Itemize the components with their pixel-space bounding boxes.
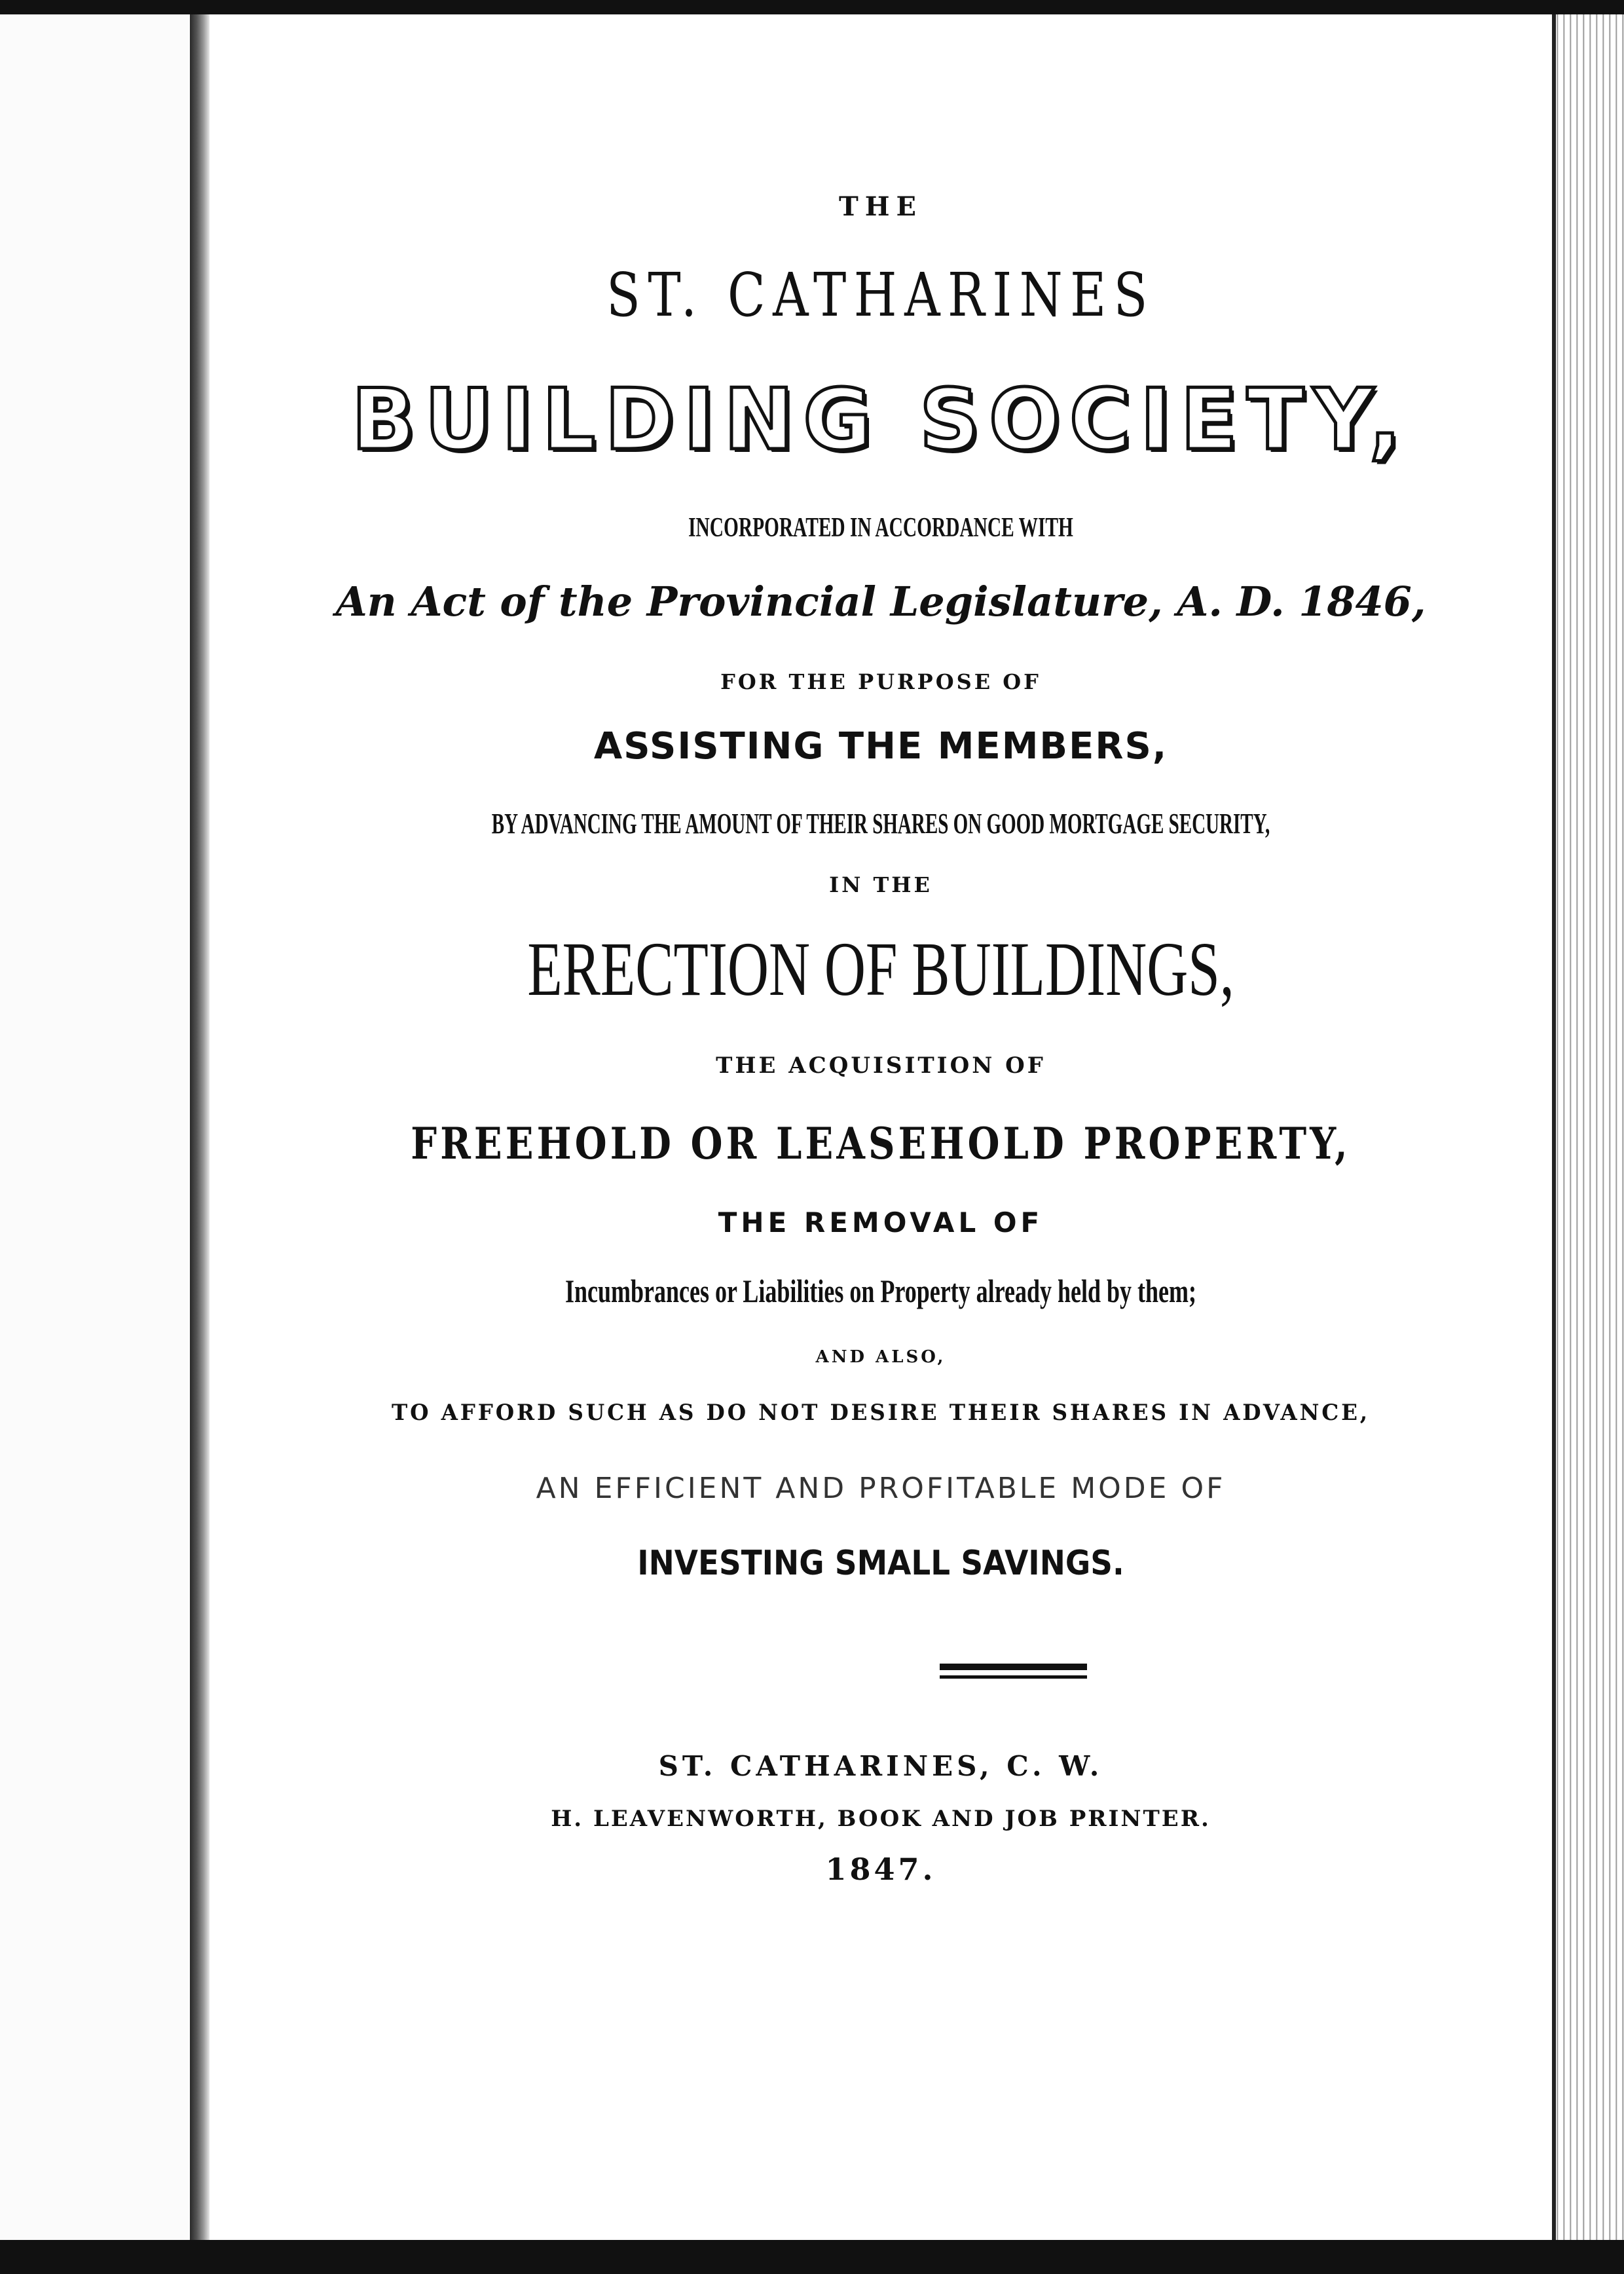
assisting-line: ASSISTING THE MEMBERS, bbox=[593, 725, 1168, 768]
incorporated-line: INCORPORATED IN ACCORDANCE WITH bbox=[688, 513, 1073, 543]
in-the-line: IN THE bbox=[829, 872, 932, 897]
advancing-line: BY ADVANCING THE AMOUNT OF THEIR SHARES ON GOOD MORTGAGE SECURITY, bbox=[491, 808, 1270, 840]
and-also-line: AND ALSO, bbox=[815, 1347, 946, 1367]
imprint-year: 1847. bbox=[825, 1852, 936, 1887]
purpose-line: FOR THE PURPOSE OF bbox=[720, 669, 1041, 694]
title-page bbox=[210, 14, 1552, 2240]
afford-line: TO AFFORD SUCH AS DO NOT DESIRE THEIR SHARES IN ADVANCE, bbox=[391, 1400, 1371, 1426]
investing-heading: INVESTING SMALL SAVINGS. bbox=[637, 1544, 1124, 1583]
binding-gutter bbox=[190, 0, 210, 2274]
efficient-line: AN EFFICIENT AND PROFITABLE MODE OF bbox=[536, 1472, 1226, 1505]
imprint-place: ST. CATHARINES, C. W. bbox=[658, 1750, 1103, 1782]
imprint-printer: H. LEAVENWORTH, BOOK AND JOB PRINTER. bbox=[551, 1806, 1211, 1832]
heading-the: THE bbox=[838, 191, 923, 222]
freehold-heading: FREEHOLD OR LEASEHOLD PROPERTY, bbox=[411, 1118, 1351, 1169]
divider-rule-thick bbox=[940, 1664, 1087, 1670]
incumbrances-line: Incumbrances or Liabilities on Property already held by them; bbox=[564, 1273, 1197, 1309]
scan-border-top bbox=[0, 0, 1624, 14]
divider-rule-thin bbox=[940, 1675, 1087, 1679]
act-line: An Act of the Provincial Legislature, A. D. 1846, bbox=[335, 578, 1426, 625]
scan-border-bottom bbox=[0, 2240, 1624, 2274]
heading-town: ST. CATHARINES bbox=[606, 260, 1155, 330]
acquisition-line: THE ACQUISITION OF bbox=[716, 1053, 1046, 1079]
removal-line: THE REMOVAL OF bbox=[718, 1206, 1044, 1239]
left-facing-leaf bbox=[0, 0, 190, 2274]
page-edges bbox=[1552, 14, 1624, 2240]
erection-heading: ERECTION OF BUILDINGS, bbox=[527, 926, 1234, 1012]
heading-society: BUILDING SOCIETY, bbox=[351, 371, 1411, 469]
